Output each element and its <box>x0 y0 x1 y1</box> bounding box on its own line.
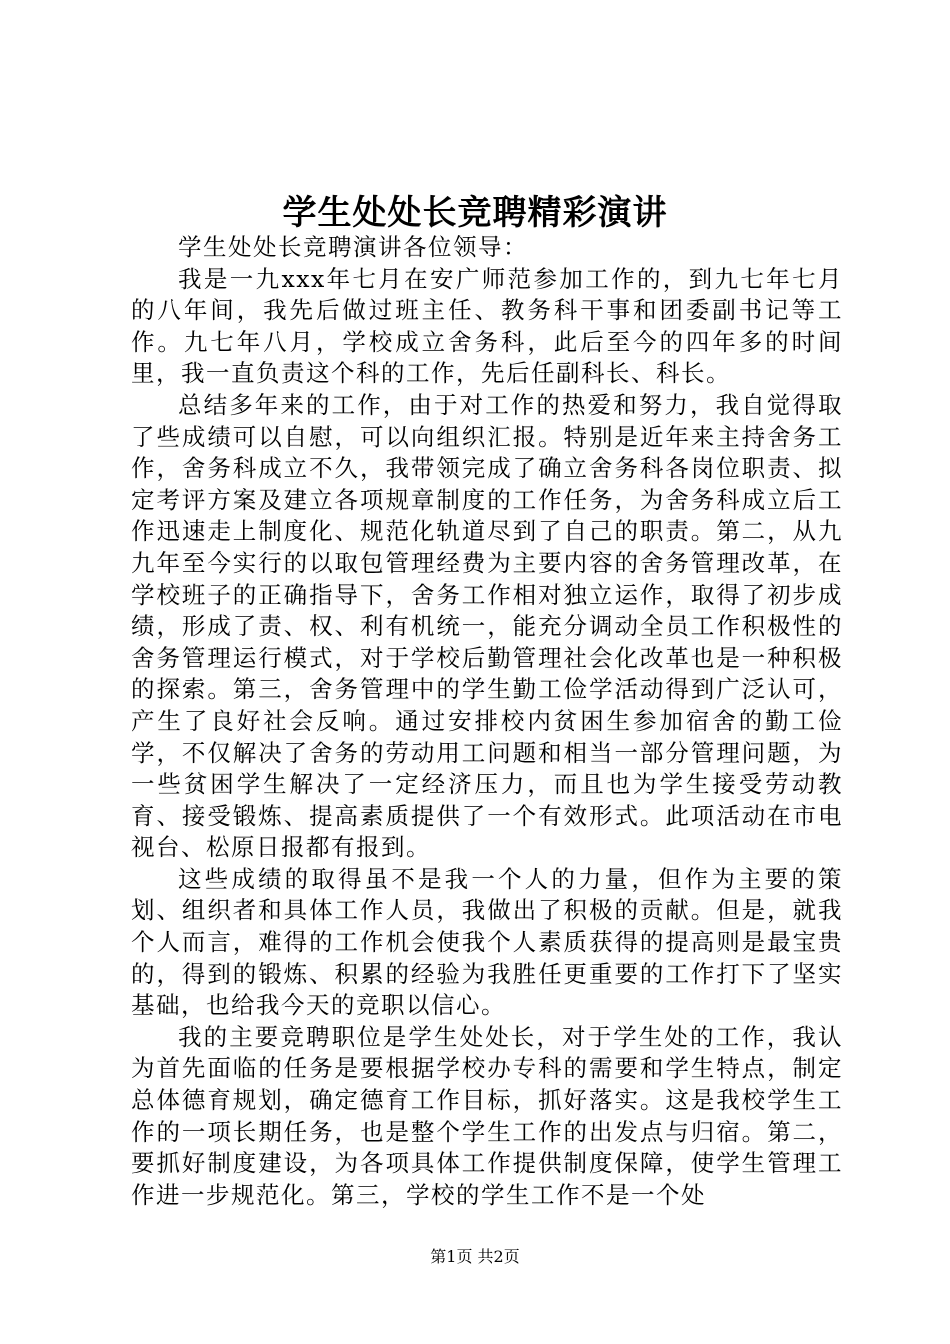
salutation-paragraph: 学生处处长竞聘演讲各位领导： <box>178 233 528 261</box>
body-paragraph: 总结多年来的工作，由于对工作的热爱和努力，我自觉得取了些成绩可以自慰，可以向组织汇报。特别是近年来主持舍务工作，舍务科成立不久，我带领完成了确立舍务科各岗位职责、拟定考评方案及建立各项规章制度的工作任务，为舍务科成立后工作迅速走上制度化、规范化轨道尽到了自己的职责。第二，从九九年至今实行的以取包管理经费为主要内容的舍务管理改革，在学校班子的正确指导下，舍务工作相对独立运作，取得了初步成绩，形成了责、权、利有机统一，能充分调动全员工作积极性的舍务管理运行模式，对于学校后勤管理社会化改革也是一种积极的探索。第三，舍务管理中的学生勤工俭学活动得到广泛认可，产生了良好社会反响。通过安排校内贫困生参加宿舍的勤工俭学，不仅解决了舍务的劳动用工问题和相当一部分管理问题，为一些贫困学生解决了一定经济压力，而且也为学生接受劳动教育、接受锻炼、提高素质提供了一个有效形式。此项活动在市电视台、松原日报都有报到。 <box>131 390 843 862</box>
body-paragraph: 这些成绩的取得虽不是我一个人的力量，但作为主要的策划、组织者和具体工作人员，我做出了积极的贡献。但是，就我个人而言，难得的工作机会使我个人素质获得的提高则是最宝贵的，得到的锻炼、积累的经验为我胜任更重要的工作打下了坚实基础，也给我今天的竞职以信心。 <box>131 864 843 1020</box>
page-footer: 第1页 共2页 <box>430 1247 520 1266</box>
document-title: 学生处处长竞聘精彩演讲 <box>282 193 668 233</box>
document-body <box>131 232 843 1211</box>
body-paragraph: 我是一九xxx年七月在安广师范参加工作的，到九七年七月的八年间，我先后做过班主任、教务科干事和团委副书记等工作。九七年八月，学校成立舍务科，此后至今的四年多的时间里，我一直负责这个科的工作，先后任副科长、科长。 <box>131 264 843 388</box>
body-paragraph: 我的主要竞聘职位是学生处处长，对于学生处的工作，我认为首先面临的任务是要根据学校办专科的需要和学生特点，制定总体德育规划，确定德育工作目标，抓好落实。这是我校学生工作的一项长期任务，也是整个学生工作的出发点与归宿。第二，要抓好制度建设，为各项具体工作提供制度保障，使学生管理工作进一步规范化。第三，学校的学生工作不是一个处 <box>131 1022 843 1209</box>
